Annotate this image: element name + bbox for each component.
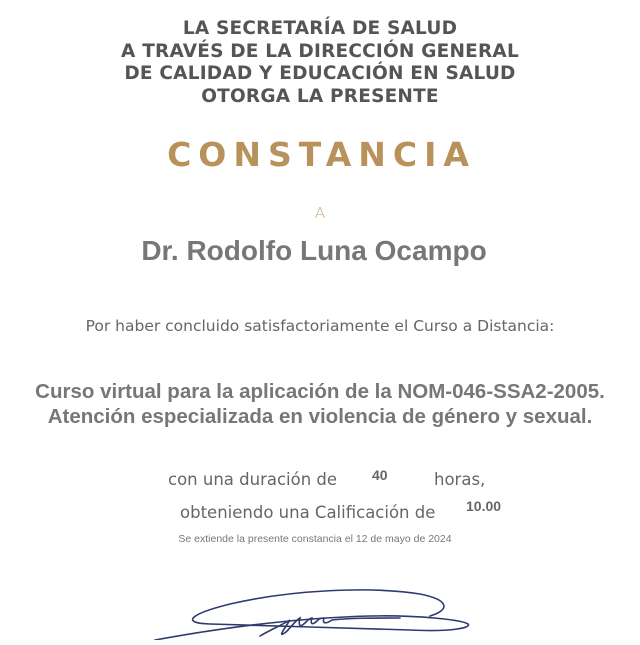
header-line: LA SECRETARÍA DE SALUD: [182, 18, 458, 39]
course-title-line: Curso virtual para la aplicación de la NOM-046-SSA2-2005.: [35, 380, 605, 403]
to-label: A: [314, 204, 326, 222]
completion-reason: Por haber concluido satisfactoriamente el Curso a Distancia:: [85, 317, 555, 335]
duration-label: con una duración de: [168, 470, 338, 489]
duration-unit: horas,: [434, 470, 486, 489]
header-line: OTORGA LA PRESENTE: [201, 85, 439, 107]
header-line: A TRAVÉS DE LA DIRECCIÓN GENERAL: [121, 40, 519, 62]
course-title: [0, 379, 640, 429]
recipient-name: Dr. Rodolfo Luna Ocampo: [141, 235, 487, 266]
duration-value: 40: [372, 467, 388, 483]
grade-label: obteniendo una Calificación de: [180, 503, 436, 522]
duration-row: [0, 468, 640, 492]
course-title-line: Atención especializada en violencia de género y sexual.: [47, 405, 593, 428]
certificate-title: CONSTANCIA: [167, 135, 476, 174]
grade-row: [0, 498, 640, 527]
issue-date-text: Se extiende la presente constancia el 12 de mayo de 2024: [178, 533, 452, 545]
header-line: DE CALIDAD Y EDUCACIÓN EN SALUD: [124, 63, 516, 84]
signature-icon: [150, 580, 490, 640]
issuer-header: [0, 18, 640, 108]
grade-value: 10.00: [466, 498, 502, 514]
